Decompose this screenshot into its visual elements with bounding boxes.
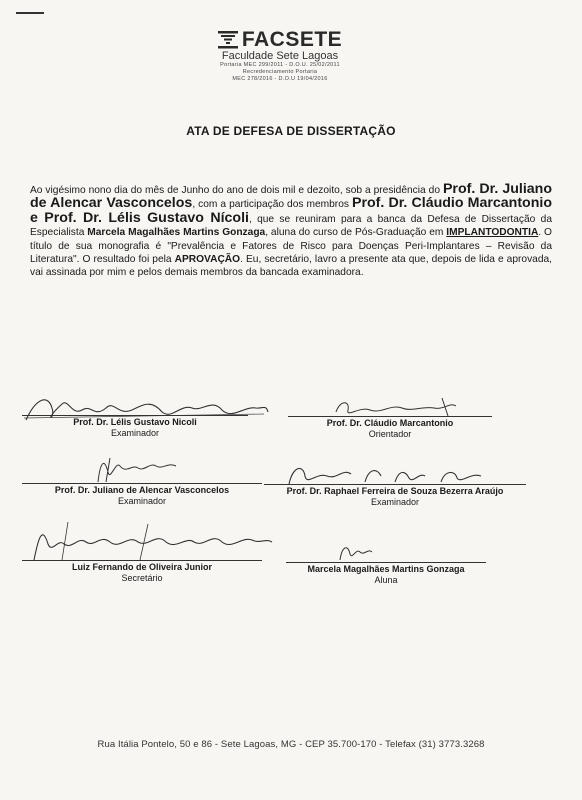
signer-role: Aluna [374,575,398,585]
signature-block-vasconcelos [22,483,262,507]
header-line-3: MEC 278/2016 - D.O.U 19/04/2016 [232,76,328,82]
institution-logo [200,28,360,83]
signature-line [22,560,262,561]
signature-line [22,415,248,416]
signature-line [288,416,492,417]
signer-name: Prof. Dr. Cláudio Marcantonio [326,418,454,428]
signer-role: Secretário [121,573,163,583]
body-part-6: . Eu, secretário, lavro a presente ata que, depois de lida e aprovada, vai assinada por mim e pelos demais membros da bancada examinadora. [30,254,552,279]
signature-block-gonzaga [286,562,486,586]
signature-block-araujo [264,484,526,508]
footer-address: Rua Itália Pontelo, 50 e 86 - Sete Lagoas, MG - CEP 35.700-170 - Telefax (31) 3773.3268 [97,739,485,750]
body-part-4: , aluna do curso de Pós-Graduação em [265,227,444,239]
signer-role: Examinador [117,496,167,506]
signature-scribble-vasconcelos [90,452,190,486]
student-name: Marcela Magalhães Martins Gonzaga [87,227,266,239]
signature-line [286,562,486,563]
body-part-2: , com a participação dos membros [192,199,349,211]
top-mark [16,12,44,14]
signature-scribble-oliveira [28,520,278,564]
signature-block-nicoli [22,415,248,439]
body-part-3: , que se reuniram para a banca da Defesa de Dissertação da Especialista [30,213,552,239]
facsete-logo-icon [218,31,238,49]
minutes-body [30,183,552,280]
signer-role: Examinador [110,428,160,438]
signature-line [264,484,526,485]
result: APROVAÇÃO [174,254,241,266]
institution-name: FACSETE [241,28,343,51]
body-part-1: Ao vigésimo nono dia do mês de Junho do ano de dois mil e dezoito, sob a presidência do [30,185,440,196]
signature-scribble-gonzaga [336,540,376,564]
course-name: IMPLANTODONTIA [446,227,539,239]
signer-role: Examinador [370,497,420,507]
header-line-2: Recredenciamento Portaria [242,69,318,75]
committee-members: Prof. Dr. Cláudio Marcantonio e Prof. Dr. Lélis Gustavo Nícoli [30,195,552,226]
signer-name: Luiz Fernando de Oliveira Junior [71,562,213,572]
body-part-5: . O título de sua monografia é "Prevalência e Fatores de Risco para Doenças Peri-Implantares – Revisão da Literatura". O resultado foi pela [30,227,552,266]
signature-line [22,483,262,484]
signer-name: Marcela Magalhães Martins Gonzaga [307,564,465,574]
signature-block-oliveira [22,560,262,584]
institution-subtitle: Faculdade Sete Lagoas [221,50,339,62]
header-line-1: Portaria MEC 299/2011 - D.O.U. 25/02/2011 [220,62,340,68]
signer-name: Prof. Dr. Raphael Ferreira de Souza Bezerra Araújo [286,486,504,496]
signer-name: Prof. Dr. Juliano de Alencar Vasconcelos [54,485,230,495]
signer-name: Prof. Dr. Lélis Gustavo Nicoli [73,417,197,427]
signature-block-marcantonio [288,416,492,440]
signer-role: Orientador [368,429,412,439]
document-title: ATA DE DEFESA DE DISSERTAÇÃO [186,124,396,138]
president-name: Prof. Dr. Juliano de Alencar Vasconcelos [30,181,553,212]
